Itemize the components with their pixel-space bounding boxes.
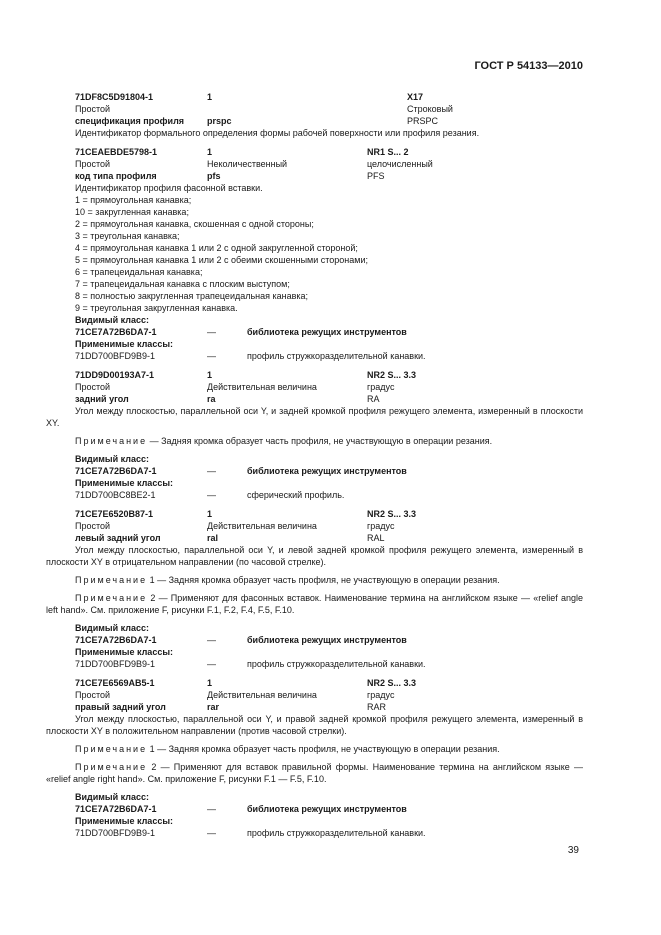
note-text: 1 — Задняя кромка образует часть профиля, не участвующую в операции резания. xyxy=(147,744,500,754)
entry-quantity: Действительная величина xyxy=(207,521,317,531)
value-item: 6 = трапецеидальная канавка; xyxy=(75,267,203,277)
visible-class-label: Видимый класс: xyxy=(75,623,149,633)
entry-symbol-upper: RA xyxy=(367,394,380,404)
entry-symbol: rar xyxy=(207,702,220,712)
standard-header: ГОСТ Р 54133—2010 xyxy=(474,60,583,72)
entry-code: X17 xyxy=(407,92,424,102)
note-label: Примечание xyxy=(75,593,148,603)
note-text: — Задняя кромка образует часть профиля, не участвующую в операции резания. xyxy=(147,436,493,446)
entry-version: 1 xyxy=(207,509,213,519)
entry-symbol-upper: RAL xyxy=(367,533,385,543)
dash: — xyxy=(207,804,216,814)
note-label: Примечание xyxy=(75,744,148,754)
entry-description: Идентификатор профиля фасонной вставки. xyxy=(75,183,263,193)
dash: — xyxy=(207,327,216,337)
entry-quantity: Действительная величина xyxy=(207,382,317,392)
dash: — xyxy=(207,351,216,361)
entry-quantity: Действительная величина xyxy=(207,690,317,700)
note-2 xyxy=(46,761,583,785)
visible-class-id: 71CE7A72B6DA7-1 xyxy=(75,327,157,337)
applicable-classes-label: Применимые классы: xyxy=(75,647,174,657)
note xyxy=(46,435,583,447)
note-text: 1 — Задняя кромка образует часть профиля, не участвующую в операции резания. xyxy=(147,575,500,585)
visible-class-name: библиотека режущих инструментов xyxy=(247,466,407,476)
entry-name: задний угол xyxy=(75,394,129,404)
entry-code: NR2 S... 3.3 xyxy=(367,370,417,380)
entry-description: Угол между плоскостью, параллельной оси Y, и задней кромкой профиля режущего элемента, измеренный в плоскости XY. xyxy=(46,406,583,428)
applicable-classes-label: Применимые классы: xyxy=(75,816,174,826)
entry-id: 71CEAEBDE5798-1 xyxy=(75,147,158,157)
entry-profile-type-code xyxy=(46,146,583,362)
note-label: Примечание xyxy=(75,436,148,446)
value-item: 4 = прямоугольная канавка 1 или 2 с одной закругленной стороной; xyxy=(75,243,358,253)
entry-id: 71DF8C5D91804-1 xyxy=(75,92,154,102)
entry-relief-angle-left xyxy=(46,508,583,670)
value-item: 5 = прямоугольная канавка 1 или 2 с обеими скошенными сторонами; xyxy=(75,255,368,265)
entry-version: 1 xyxy=(207,147,213,157)
entry-symbol: ra xyxy=(207,394,216,404)
entry-version: 1 xyxy=(207,678,213,688)
value-item: 3 = треугольная канавка; xyxy=(75,231,180,241)
entry-quantity: Неколичественный xyxy=(207,159,288,169)
visible-class-id: 71CE7A72B6DA7-1 xyxy=(75,466,157,476)
applicable-classes-label: Применимые классы: xyxy=(75,478,174,488)
note-text: 2 — Применяют для вставок правильной формы. Наименование термина на английском языке — «relief angle right hand». См. приложение F, рисунки F.1 — F.5, F.10. xyxy=(46,762,583,784)
entry-code: NR2 S... 3.3 xyxy=(367,509,417,519)
applicable-class-name: профиль стружкоразделительной канавки. xyxy=(247,659,426,669)
entry-id: 71DD9D00193A7-1 xyxy=(75,370,155,380)
note-1 xyxy=(46,574,583,586)
entry-type: целочисленный xyxy=(367,159,433,169)
visible-class-name: библиотека режущих инструментов xyxy=(247,804,407,814)
applicable-class-id: 71DD700BC8BE2-1 xyxy=(75,490,156,500)
entry-unit: градус xyxy=(367,690,395,700)
applicable-class-id: 71DD700BFD9B9-1 xyxy=(75,659,156,669)
page-number: 39 xyxy=(567,845,579,856)
dash: — xyxy=(207,828,216,838)
entry-kind: Простой xyxy=(75,382,111,392)
entry-name: спецификация профиля xyxy=(75,116,185,126)
entry-kind: Простой xyxy=(75,690,111,700)
entry-profile-spec xyxy=(46,91,583,139)
note-label: Примечание xyxy=(75,762,148,772)
value-item: 9 = треугольная закругленная канавка. xyxy=(75,303,238,313)
applicable-classes-label: Применимые классы: xyxy=(75,339,174,349)
entry-symbol-upper: PFS xyxy=(367,171,385,181)
visible-class-label: Видимый класс: xyxy=(75,792,149,802)
applicable-class-id: 71DD700BFD9B9-1 xyxy=(75,351,156,361)
entry-kind: Простой xyxy=(75,104,111,114)
applicable-class-id: 71DD700BFD9B9-1 xyxy=(75,828,156,838)
note-2 xyxy=(46,592,583,616)
entry-relief-angle xyxy=(46,369,583,501)
entry-symbol: pfs xyxy=(207,171,221,181)
visible-class-label: Видимый класс: xyxy=(75,315,149,325)
dash: — xyxy=(207,635,216,645)
entry-id: 71CE7E6569AB5-1 xyxy=(75,678,155,688)
entry-relief-angle-right xyxy=(46,677,583,839)
applicable-class-name: сферический профиль. xyxy=(247,490,345,500)
entry-kind: Простой xyxy=(75,159,111,169)
entry-name: правый задний угол xyxy=(75,702,166,712)
dash: — xyxy=(207,466,216,476)
dash: — xyxy=(207,659,216,669)
entry-version: 1 xyxy=(207,92,213,102)
value-item: 8 = полностью закругленная трапецеидальная канавка; xyxy=(75,291,309,301)
entry-description: Угол между плоскостью, параллельной оси Y, и левой задней кромкой профиля режущего элемента, измеренный в плоскости XY в отрицательном направлении (по часовой стрелке). xyxy=(46,545,583,567)
entry-name: код типа профиля xyxy=(75,171,157,181)
entry-version: 1 xyxy=(207,370,213,380)
visible-class-id: 71CE7A72B6DA7-1 xyxy=(75,804,157,814)
applicable-class-name: профиль стружкоразделительной канавки. xyxy=(247,828,426,838)
entry-name: левый задний угол xyxy=(75,533,161,543)
applicable-class-name: профиль стружкоразделительной канавки. xyxy=(247,351,426,361)
entry-symbol: prspc xyxy=(207,116,232,126)
entry-symbol-upper: PRSPC xyxy=(407,116,439,126)
value-item: 7 = трапецеидальная канавка с плоским выступом; xyxy=(75,279,290,289)
entry-description: Угол между плоскостью, параллельной оси Y, и правой задней кромкой профиля режущего элемента, измеренный в плоскости XY в положительном направлении (против часовой стрелки). xyxy=(46,714,583,736)
note-1 xyxy=(46,743,583,755)
entry-type: Строковый xyxy=(407,104,453,114)
note-text: 2 — Применяют для фасонных вставок. Наименование термина на английском языке — «relief angle left hand». См. приложение F, рисунки F.1, F.2, F.4, F.5, F.10. xyxy=(46,593,583,615)
entry-description: Идентификатор формального определения формы рабочей поверхности или профиля резания. xyxy=(75,128,480,138)
entry-unit: градус xyxy=(367,521,395,531)
visible-class-id: 71CE7A72B6DA7-1 xyxy=(75,635,157,645)
dash: — xyxy=(207,490,216,500)
note-label: Примечание xyxy=(75,575,148,585)
value-item: 10 = закругленная канавка; xyxy=(75,207,189,217)
page-content xyxy=(46,91,583,846)
visible-class-label: Видимый класс: xyxy=(75,454,149,464)
value-item: 1 = прямоугольная канавка; xyxy=(75,195,192,205)
entry-symbol: ral xyxy=(207,533,219,543)
entry-unit: градус xyxy=(367,382,395,392)
entry-id: 71CE7E6520B87-1 xyxy=(75,509,154,519)
visible-class-name: библиотека режущих инструментов xyxy=(247,327,407,337)
entry-symbol-upper: RAR xyxy=(367,702,387,712)
entry-code: NR1 S... 2 xyxy=(367,147,409,157)
entry-code: NR2 S... 3.3 xyxy=(367,678,417,688)
entry-kind: Простой xyxy=(75,521,111,531)
value-item: 2 = прямоугольная канавка, скошенная с одной стороны; xyxy=(75,219,314,229)
visible-class-name: библиотека режущих инструментов xyxy=(247,635,407,645)
